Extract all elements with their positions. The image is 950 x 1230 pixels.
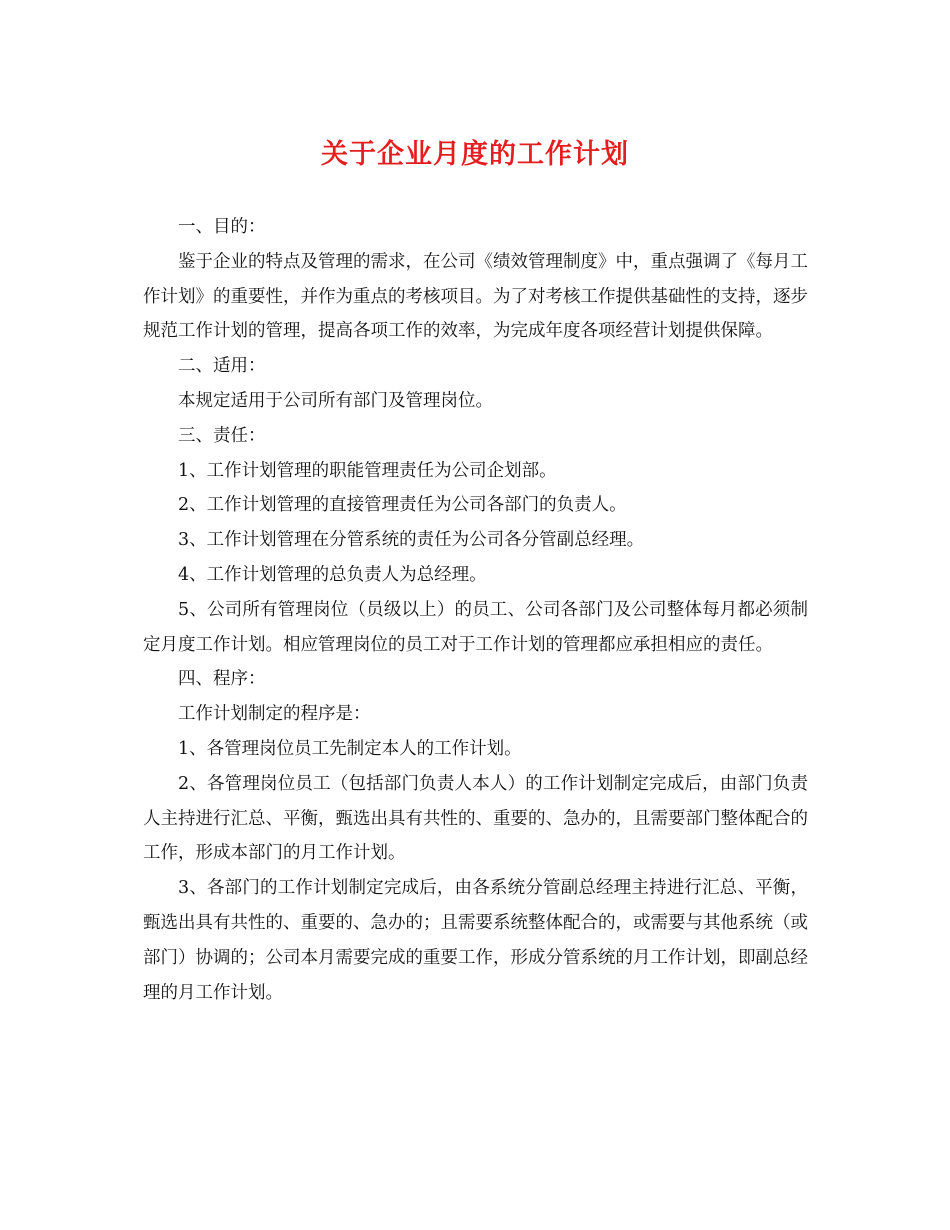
list-item-procedure-2: 2、各管理岗位员工（包括部门负责人本人）的工作计划制定完成后，由部门负责人主持进行汇总、平衡，甄选出具有共性的、重要的、急办的，且需要部门整体配合的工作，形成本部门的月工作计划。: [143, 773, 808, 864]
list-item-responsibility-1: 1、工作计划管理的职能管理责任为公司企划部。: [178, 460, 557, 481]
section-heading-procedure: 四、程序：: [178, 669, 266, 690]
section-heading-scope: 二、适用：: [178, 356, 266, 377]
list-item-responsibility-3: 3、工作计划管理在分管系统的责任为公司各分管副总经理。: [178, 530, 645, 551]
list-item-responsibility-5: 5、公司所有管理岗位（员级以上）的员工、公司各部门及公司整体每月都必须制定月度工作计划。相应管理岗位的员工对于工作计划的管理都应承担相应的责任。: [143, 599, 808, 655]
paragraph-scope: 本规定适用于公司所有部门及管理岗位。: [178, 390, 493, 411]
list-item-responsibility-4: 4、工作计划管理的总负责人为总经理。: [178, 564, 487, 585]
list-item-procedure-1: 1、各管理岗位员工先制定本人的工作计划。: [178, 738, 522, 759]
document-body: [143, 210, 808, 1010]
list-item-procedure-3: 3、各部门的工作计划制定完成后，由各系统分管副总经理主持进行汇总、平衡，甄选出具有共性的、重要的、急办的；且需要系统整体配合的，或需要与其他系统（或部门）协调的；公司本月需要完成的重要工作，形成分管系统的月工作计划，即副总经理的月工作计划。: [143, 878, 808, 1003]
document-title: 关于企业月度的工作计划: [321, 139, 629, 170]
paragraph-purpose: 鉴于企业的特点及管理的需求，在公司《绩效管理制度》中，重点强调了《每月工作计划》的重要性，并作为重点的考核项目。为了对考核工作提供基础性的支持，逐步规范工作计划的管理，提高各项工作的效率，为完成年度各项经营计划提供保障。: [143, 251, 808, 342]
paragraph-procedure-intro: 工作计划制定的程序是：: [178, 704, 371, 725]
section-heading-responsibility: 三、责任：: [178, 425, 266, 446]
section-heading-purpose: 一、目的：: [178, 217, 266, 237]
list-item-responsibility-2: 2、工作计划管理的直接管理责任为公司各部门的负责人。: [178, 495, 627, 516]
